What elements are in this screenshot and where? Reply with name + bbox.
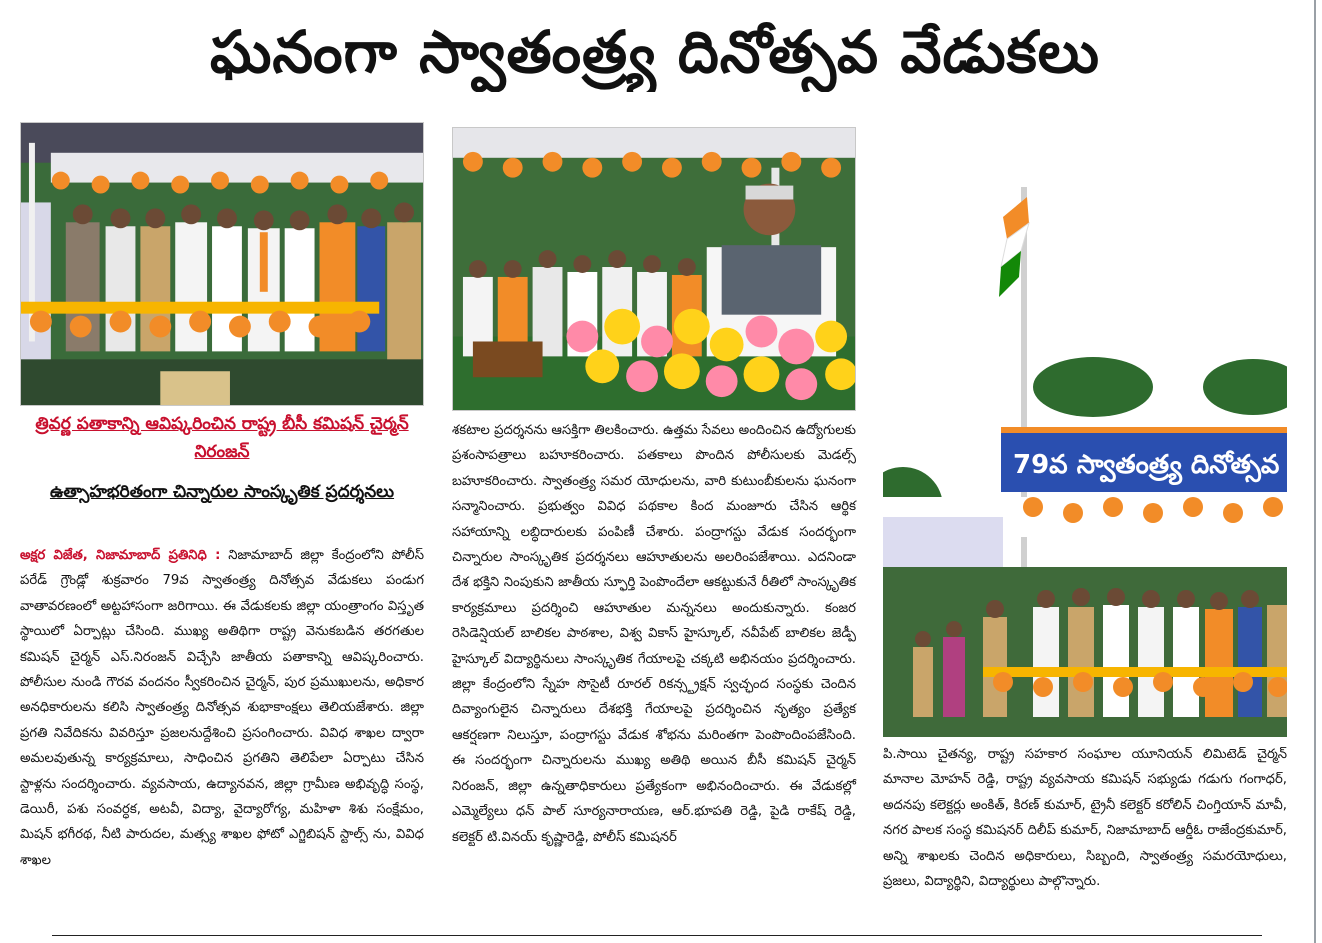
caption-cultural-programs: ఉత్సాహభరితంగా చిన్నారుల సాంస్కృతిక ప్రదర్శనలు <box>49 482 395 502</box>
column-1-text: నిజామాబాద్ జిల్లా కేంద్రంలోని పోలీస్ పరేడ్ గ్రౌండ్లో శుక్రవారం 79వ స్వాతంత్ర్య దినోత్సవ వేడుకలు పండుగ వాతావరణంలో అట్టహాసంగా జరిగాయి. ఈ వేడుకలకు జిల్లా యంత్రాంగం విస్తృత స్థాయిలో ఏర్పాట్లు చేసింది. ముఖ్య అతిథిగా రాష్ట్ర వెనుకబడిన తరగతుల కమిషన్ చైర్మన్ ఎస్.నిరంజన్ విచ్చేసి జాతీయ పతాకాన్ని ఆవిష్కరించారు. పోలీసుల నుండి గౌరవ వందనం స్వీకరించిన చైర్మన్, పుర ప్రముఖులను, అధికార అనధికారులను కలిసి స్వాతంత్ర్య దినోత్సవ శుభాకాంక్షలు తెలియజేశారు. జిల్లా ప్రగతి నివేదికను వివరిస్తూ ప్రజలనుద్దేశించి ప్రసంగించారు. వివిధ శాఖల ద్వారా అమలవుతున్న కార్యక్రమాలు, సాధించిన ప్రగతిని తెలిపేలా ఏర్పాటు చేసిన స్టాళ్లను సందర్శించారు. వ్యవసాయ, ఉద్యానవన, జిల్లా గ్రామీణ అభివృద్ధి సంస్థ, డెయిరీ, పశు సంవర్ధక, అటవీ, విద్యా, వైద్యారోగ్య, మహిళా శిశు సంక్షేమం, మిషన్ భగీరథ, నీటి పారుదల, మత్స్య శాఖల ఫోటో ఎగ్జిబిషన్ స్టాల్స్ ను, వివిధ శాఖల <box>20 548 424 868</box>
photo-chairman-speech <box>452 127 856 411</box>
article-column-3: పి.సాయి చైతన్య, రాష్ట్ర సహకార సంఘాల యూనియన్ లిమిటెడ్ చైర్మన్ మానాల మోహన్ రెడ్డి, రాష్ట్ర వ్యవసాయ కమిషన్ సభ్యుడు గడుగు గంగాధర్, అదనపు కలెక్టర్లు అంకిత్, కిరణ్ కుమార్, ట్రైనీ కలెక్టర్ కరోలిన్ చింగ్తియాన్ మావీ, నగర పాలక సంస్థ కమిషనర్ దిలీప్ కుమార్, నిజామాబాద్ ఆర్డీఓ రాజేంద్రకుమార్, అన్ని శాఖలకు చెందిన అధికారులు, సిబ్బంది, స్వాతంత్ర్య సమరయోధులు, ప్రజలు, విద్యార్థిని, విద్యార్థులు పాల్గొన్నారు. <box>883 747 1287 890</box>
banner-text: 79వ స్వాతంత్ర్య దినోత్సవ <box>1013 450 1280 480</box>
headline: ఘనంగా స్వాతంత్ర్య దినోత్సవ వేడుకలు <box>210 18 1100 86</box>
column-rule <box>1314 0 1316 943</box>
photo-flag-and-banner <box>883 127 1287 737</box>
caption-flag-hoisting: త్రివర్ణ పతాకాన్ని ఆవిష్కరించిన రాష్ట్ర బీసీ కమిషన్ చైర్మన్ నిరంజన్ <box>35 414 409 462</box>
photo-flag-hoisting-salute <box>20 122 424 406</box>
byline: అక్షర విజేత, నిజామాబాద్ ప్రతినిధి : <box>20 548 221 563</box>
article-column-2: శకటాల ప్రదర్శనను ఆసక్తిగా తిలకించారు. ఉత్తమ సేవలు అందించిన ఉద్యోగులకు ప్రశంసాపత్రాలు బహూకరించారు. పతకాలు పొందిన పోలీసులకు మెడల్స్ బహూకరించారు. స్వాతంత్ర్య సమర యోధులను, వారి కుటుంబీకులను ఘనంగా సన్మానించారు. ప్రభుత్వం వివిధ పథకాల కింద మంజూరు చేసిన ఆర్థిక సహాయాన్ని లబ్ధిదారులకు పంపిణీ చేశారు. పంద్రాగస్టు వేడుక సందర్భంగా చిన్నారుల సాంస్కృతిక ప్రదర్శనలు ఆహూతులను అలరింపజేశాయి. ఎదనిండా దేశ భక్తిని నింపుకుని జాతీయ స్ఫూర్తి పెంపొందేలా ఆకట్టుకునే రీతిలో సాంస్కృతిక కార్యక్రమాలు ప్రదర్శించి ఆహూతుల మన్ననలు అందుకున్నారు. కంజర రెసిడెన్షియల్ బాలికల పాఠశాల, విశ్వ వికాస్ హైస్కూల్, నవీపేట్ బాలికల జెడ్పీ హైస్కూల్ విద్యార్థినులు సాంస్కృతిక గేయాలపై చక్కటి అభినయం ప్రదర్శించారు. జిల్లా కేంద్రంలోని స్నేహ సొసైటీ రూరల్ రికన్స్ట్రక్షన్ స్వచ్ఛంద సంస్థకు చెందిన దివ్యాంగులైన చిన్నారులు దేశభక్తి గేయాలపై ప్రదర్శించిన నృత్యం ప్రత్యేక ఆకర్షణగా నిలుస్తూ, పంద్రాగస్టు వేడుక శోభను మరింతగా పెంపొందింపజేసింది. ఈ సందర్భంగా చిన్నారులను ముఖ్య అతిథి అయిన బీసీ కమిషన్ చైర్మన్ నిరంజన్, జిల్లా ఉన్నతాధికారులు ప్రత్యేకంగా అభినందించారు. ఈ వేడుకల్లో ఎమ్మెల్యేలు ధన్ పాల్ సూర్యనారాయణ, ఆర్.భూపతి రెడ్డి, పైడి రాకేష్ రెడ్డి, కలెక్టర్ టి.వినయ్ కృష్ణారెడ్డి, పోలీస్ కమిషనర్ <box>452 423 856 845</box>
footer-rule <box>52 935 1262 936</box>
article-column-1 <box>20 543 424 873</box>
